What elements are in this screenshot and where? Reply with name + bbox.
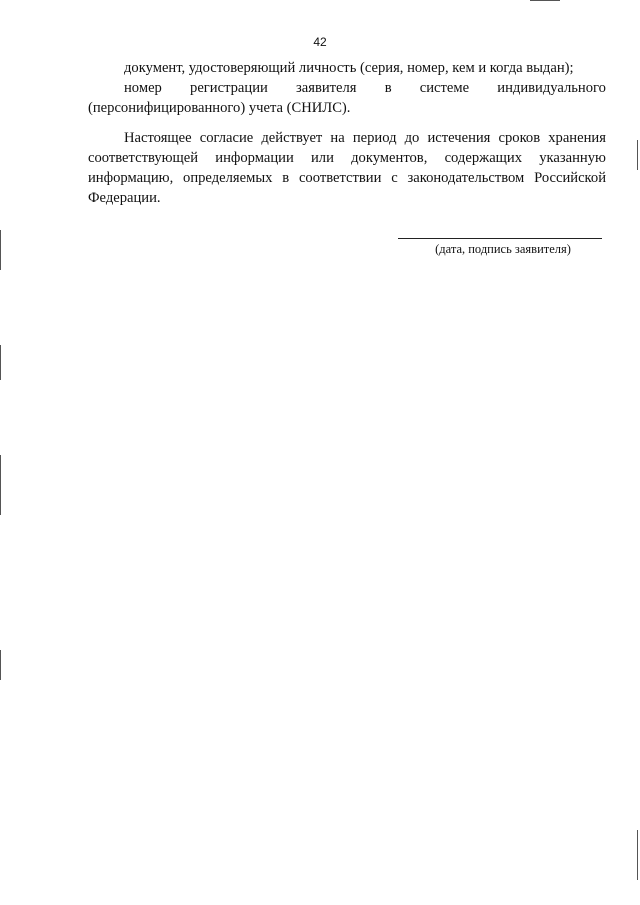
word: в: [282, 170, 290, 186]
scan-artifact: [0, 650, 1, 680]
word: или: [310, 150, 334, 166]
paragraph-personal-data: [88, 58, 606, 118]
word: соответствии: [298, 170, 382, 186]
word: Настоящее: [124, 130, 192, 146]
scan-artifact: [0, 455, 1, 515]
word: информацию,: [88, 170, 174, 186]
text-line-justified: [88, 78, 606, 98]
signature-block: [398, 238, 602, 257]
word: согласие: [199, 130, 254, 146]
word: индивидуального: [497, 80, 606, 96]
word: сроков: [498, 130, 541, 146]
word: информации: [215, 150, 294, 166]
word: содержащих: [444, 150, 523, 166]
page-number: 42: [313, 35, 327, 49]
word: указанную: [539, 150, 606, 166]
word: Российской: [534, 170, 606, 186]
word: истечения: [427, 130, 491, 146]
text-line-justified: [88, 168, 606, 188]
scan-artifact: [0, 345, 1, 380]
text-line-justified: [88, 148, 606, 168]
word: регистрации: [190, 80, 268, 96]
word: на: [330, 130, 345, 146]
word: заявителя: [296, 80, 357, 96]
text-line-justified: [88, 128, 606, 148]
scan-artifact: [637, 140, 638, 170]
word: в: [384, 80, 392, 96]
signature-caption: (дата, подпись заявителя): [435, 242, 571, 256]
word: период: [352, 130, 397, 146]
word: определяемых: [183, 170, 273, 186]
text-line: Федерации.: [88, 190, 161, 206]
scan-artifact: [530, 0, 560, 1]
paragraph-consent-period: [88, 128, 606, 208]
word: действует: [261, 130, 323, 146]
word: документов,: [351, 150, 428, 166]
word: законодательством: [407, 170, 525, 186]
signature-line: [398, 238, 602, 239]
scan-artifact: [637, 830, 638, 880]
word: системе: [419, 80, 470, 96]
word: номер: [124, 80, 162, 96]
word: до: [404, 130, 420, 146]
scan-artifact: [0, 230, 1, 270]
word: соответствующей: [88, 150, 199, 166]
text-line: документ, удостоверяющий личность (серия, номер, кем и когда выдан);: [124, 60, 574, 76]
word: хранения: [548, 130, 606, 146]
word: с: [391, 170, 398, 186]
text-line: (персонифицированного) учета (СНИЛС).: [88, 100, 351, 116]
